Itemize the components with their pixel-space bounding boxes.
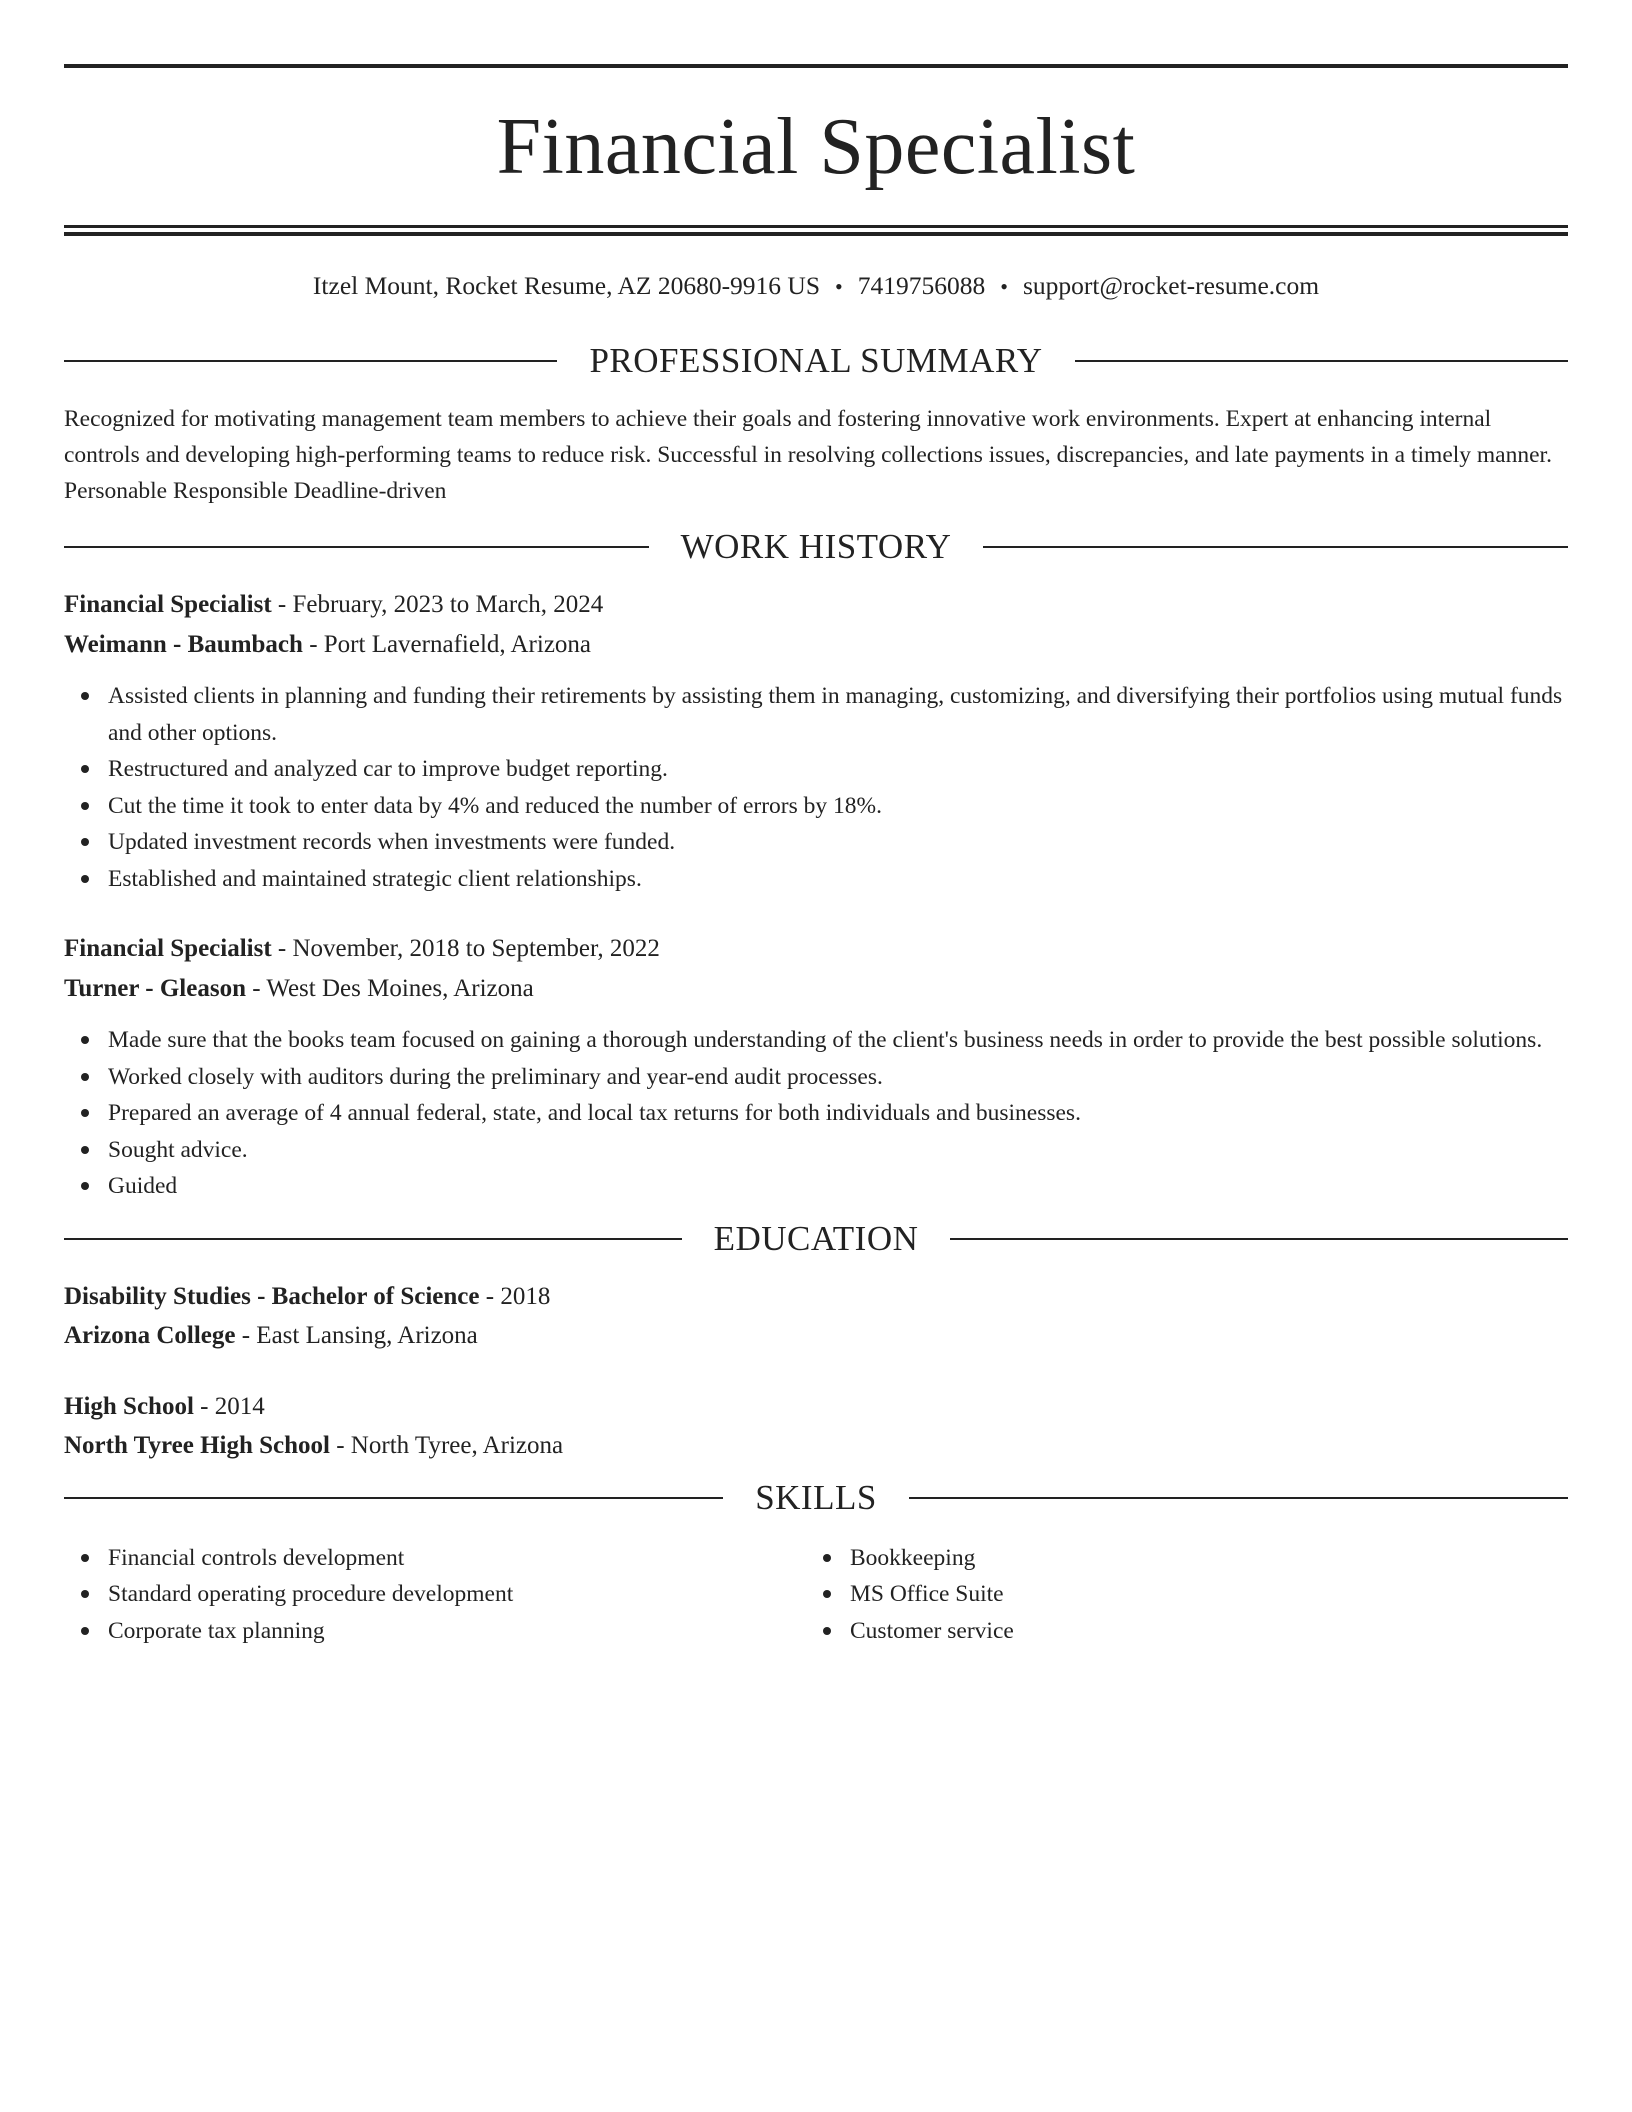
bullet-dot	[81, 1146, 89, 1154]
education-degree-line	[64, 1387, 1568, 1427]
bullet-dot	[823, 1627, 831, 1635]
skills-list-right	[806, 1540, 1548, 1650]
section-divider-line	[950, 1238, 1568, 1240]
job-location: - Port Lavernafield, Arizona	[302, 630, 592, 658]
section-divider-line	[909, 1497, 1568, 1499]
skill-item: Corporate tax planning	[64, 1613, 806, 1650]
job-bullet: Restructured and analyzed car to improve budget reporting.	[64, 751, 1568, 788]
bullet-dot	[81, 1182, 89, 1190]
education-degree: High School	[64, 1392, 194, 1420]
job-bullet: Guided	[64, 1168, 1568, 1205]
summary-heading: PROFESSIONAL SUMMARY	[589, 341, 1043, 380]
education-year: - 2014	[193, 1392, 265, 1420]
section-divider-line	[64, 1238, 682, 1240]
section-divider-line	[64, 1497, 723, 1499]
bullet-dot	[81, 838, 89, 846]
education-school-line	[64, 1316, 1568, 1356]
job-company: Weimann - Baumbach	[64, 630, 303, 658]
education-heading: EDUCATION	[713, 1218, 919, 1258]
job-title: Financial Specialist	[64, 935, 272, 962]
job-bullet-list	[64, 678, 1568, 897]
section-divider-line	[64, 546, 649, 548]
section-divider-line	[983, 546, 1568, 548]
summary-section-header	[64, 341, 1568, 381]
job-bullet: Updated investment records when investments were funded.	[64, 824, 1568, 861]
job-bullet: Cut the time it took to enter data by 4% and reduced the number of errors by 18%.	[64, 788, 1568, 825]
job-bullet: Made sure that the books team focused on gaining a thorough understanding of the client's business needs in order to provide the best possible solutions.	[64, 1022, 1568, 1059]
job-dates: - November, 2018 to September, 2022	[271, 935, 660, 962]
contact-separator: •	[835, 274, 843, 299]
work-section-header	[64, 527, 1568, 567]
section-divider-line	[64, 360, 557, 362]
summary-text: Recognized for motivating management team members to achieve their goals and fostering innovative work environments. Expert at enhancing internal controls and developing high-performing teams to reduce risk. Successful in resolving collections issues, discrepancies, and late payments in a timely manner. Personable Responsible Deadline-driven	[64, 406, 1552, 504]
contact-address: Itzel Mount, Rocket Resume, AZ 20680-9916 US	[312, 271, 821, 300]
education-school-line	[64, 1426, 1568, 1466]
job-bullet-list	[64, 1022, 1568, 1205]
skills-heading: SKILLS	[755, 1477, 877, 1517]
skills-grid	[64, 1540, 1568, 1650]
job-entry	[64, 585, 1568, 897]
job-company-line	[64, 625, 1568, 665]
contact-line	[64, 268, 1568, 305]
education-section-header	[64, 1219, 1568, 1259]
education-entry	[64, 1277, 1568, 1356]
job-company: Turner - Gleason	[64, 974, 246, 1002]
skills-section-header	[64, 1478, 1568, 1518]
education-year: - 2018	[479, 1282, 551, 1310]
bullet-dot	[81, 692, 89, 700]
resume-page	[64, 64, 1568, 1649]
bullet-dot	[823, 1554, 831, 1562]
education-degree-line	[64, 1277, 1568, 1317]
bullet-dot	[81, 802, 89, 810]
job-entry	[64, 929, 1568, 1205]
job-title: Financial Specialist	[64, 591, 272, 618]
section-divider-line	[1075, 360, 1568, 362]
work-heading: WORK HISTORY	[680, 527, 952, 566]
job-bullet: Sought advice.	[64, 1132, 1568, 1169]
job-location: - West Des Moines, Arizona	[245, 974, 534, 1002]
bullet-dot	[823, 1590, 831, 1598]
job-company-line	[64, 969, 1568, 1009]
skills-list-left	[64, 1540, 806, 1650]
education-degree: Disability Studies - Bachelor of Science	[64, 1282, 480, 1310]
bullet-dot	[81, 1590, 89, 1598]
skill-item: Bookkeeping	[806, 1540, 1548, 1577]
bullet-dot	[81, 1073, 89, 1081]
education-location: - North Tyree, Arizona	[329, 1432, 564, 1459]
bullet-dot	[81, 1554, 89, 1562]
skill-item: MS Office Suite	[806, 1576, 1548, 1613]
job-title-line	[64, 929, 1568, 969]
contact-separator: •	[1000, 274, 1008, 299]
bullet-dot	[81, 875, 89, 883]
education-entry	[64, 1387, 1568, 1466]
education-location: - East Lansing, Arizona	[235, 1322, 478, 1349]
bullet-dot	[81, 765, 89, 773]
education-school: North Tyree High School	[64, 1432, 330, 1459]
job-bullet: Established and maintained strategic client relationships.	[64, 861, 1568, 898]
skill-item: Customer service	[806, 1613, 1548, 1650]
bullet-dot	[81, 1627, 89, 1635]
skill-item: Financial controls development	[64, 1540, 806, 1577]
job-bullet: Assisted clients in planning and funding their retirements by assisting them in managing, customizing, and diversifying their portfolios using mutual funds and other options.	[64, 678, 1568, 751]
contact-phone: 7419756088	[857, 271, 986, 300]
top-rule	[64, 64, 1568, 68]
job-title-line	[64, 585, 1568, 625]
bullet-dot	[81, 1036, 89, 1044]
resume-title: Financial Specialist	[496, 103, 1136, 191]
bullet-dot	[81, 1109, 89, 1117]
job-dates: - February, 2023 to March, 2024	[271, 591, 604, 618]
job-bullet: Prepared an average of 4 annual federal, state, and local tax returns for both individuals and businesses.	[64, 1095, 1568, 1132]
title-double-rule	[64, 225, 1568, 236]
contact-email: support@rocket-resume.com	[1022, 271, 1320, 300]
job-bullet: Worked closely with auditors during the preliminary and year-end audit processes.	[64, 1059, 1568, 1096]
education-school: Arizona College	[64, 1322, 236, 1349]
skill-item: Standard operating procedure development	[64, 1576, 806, 1613]
